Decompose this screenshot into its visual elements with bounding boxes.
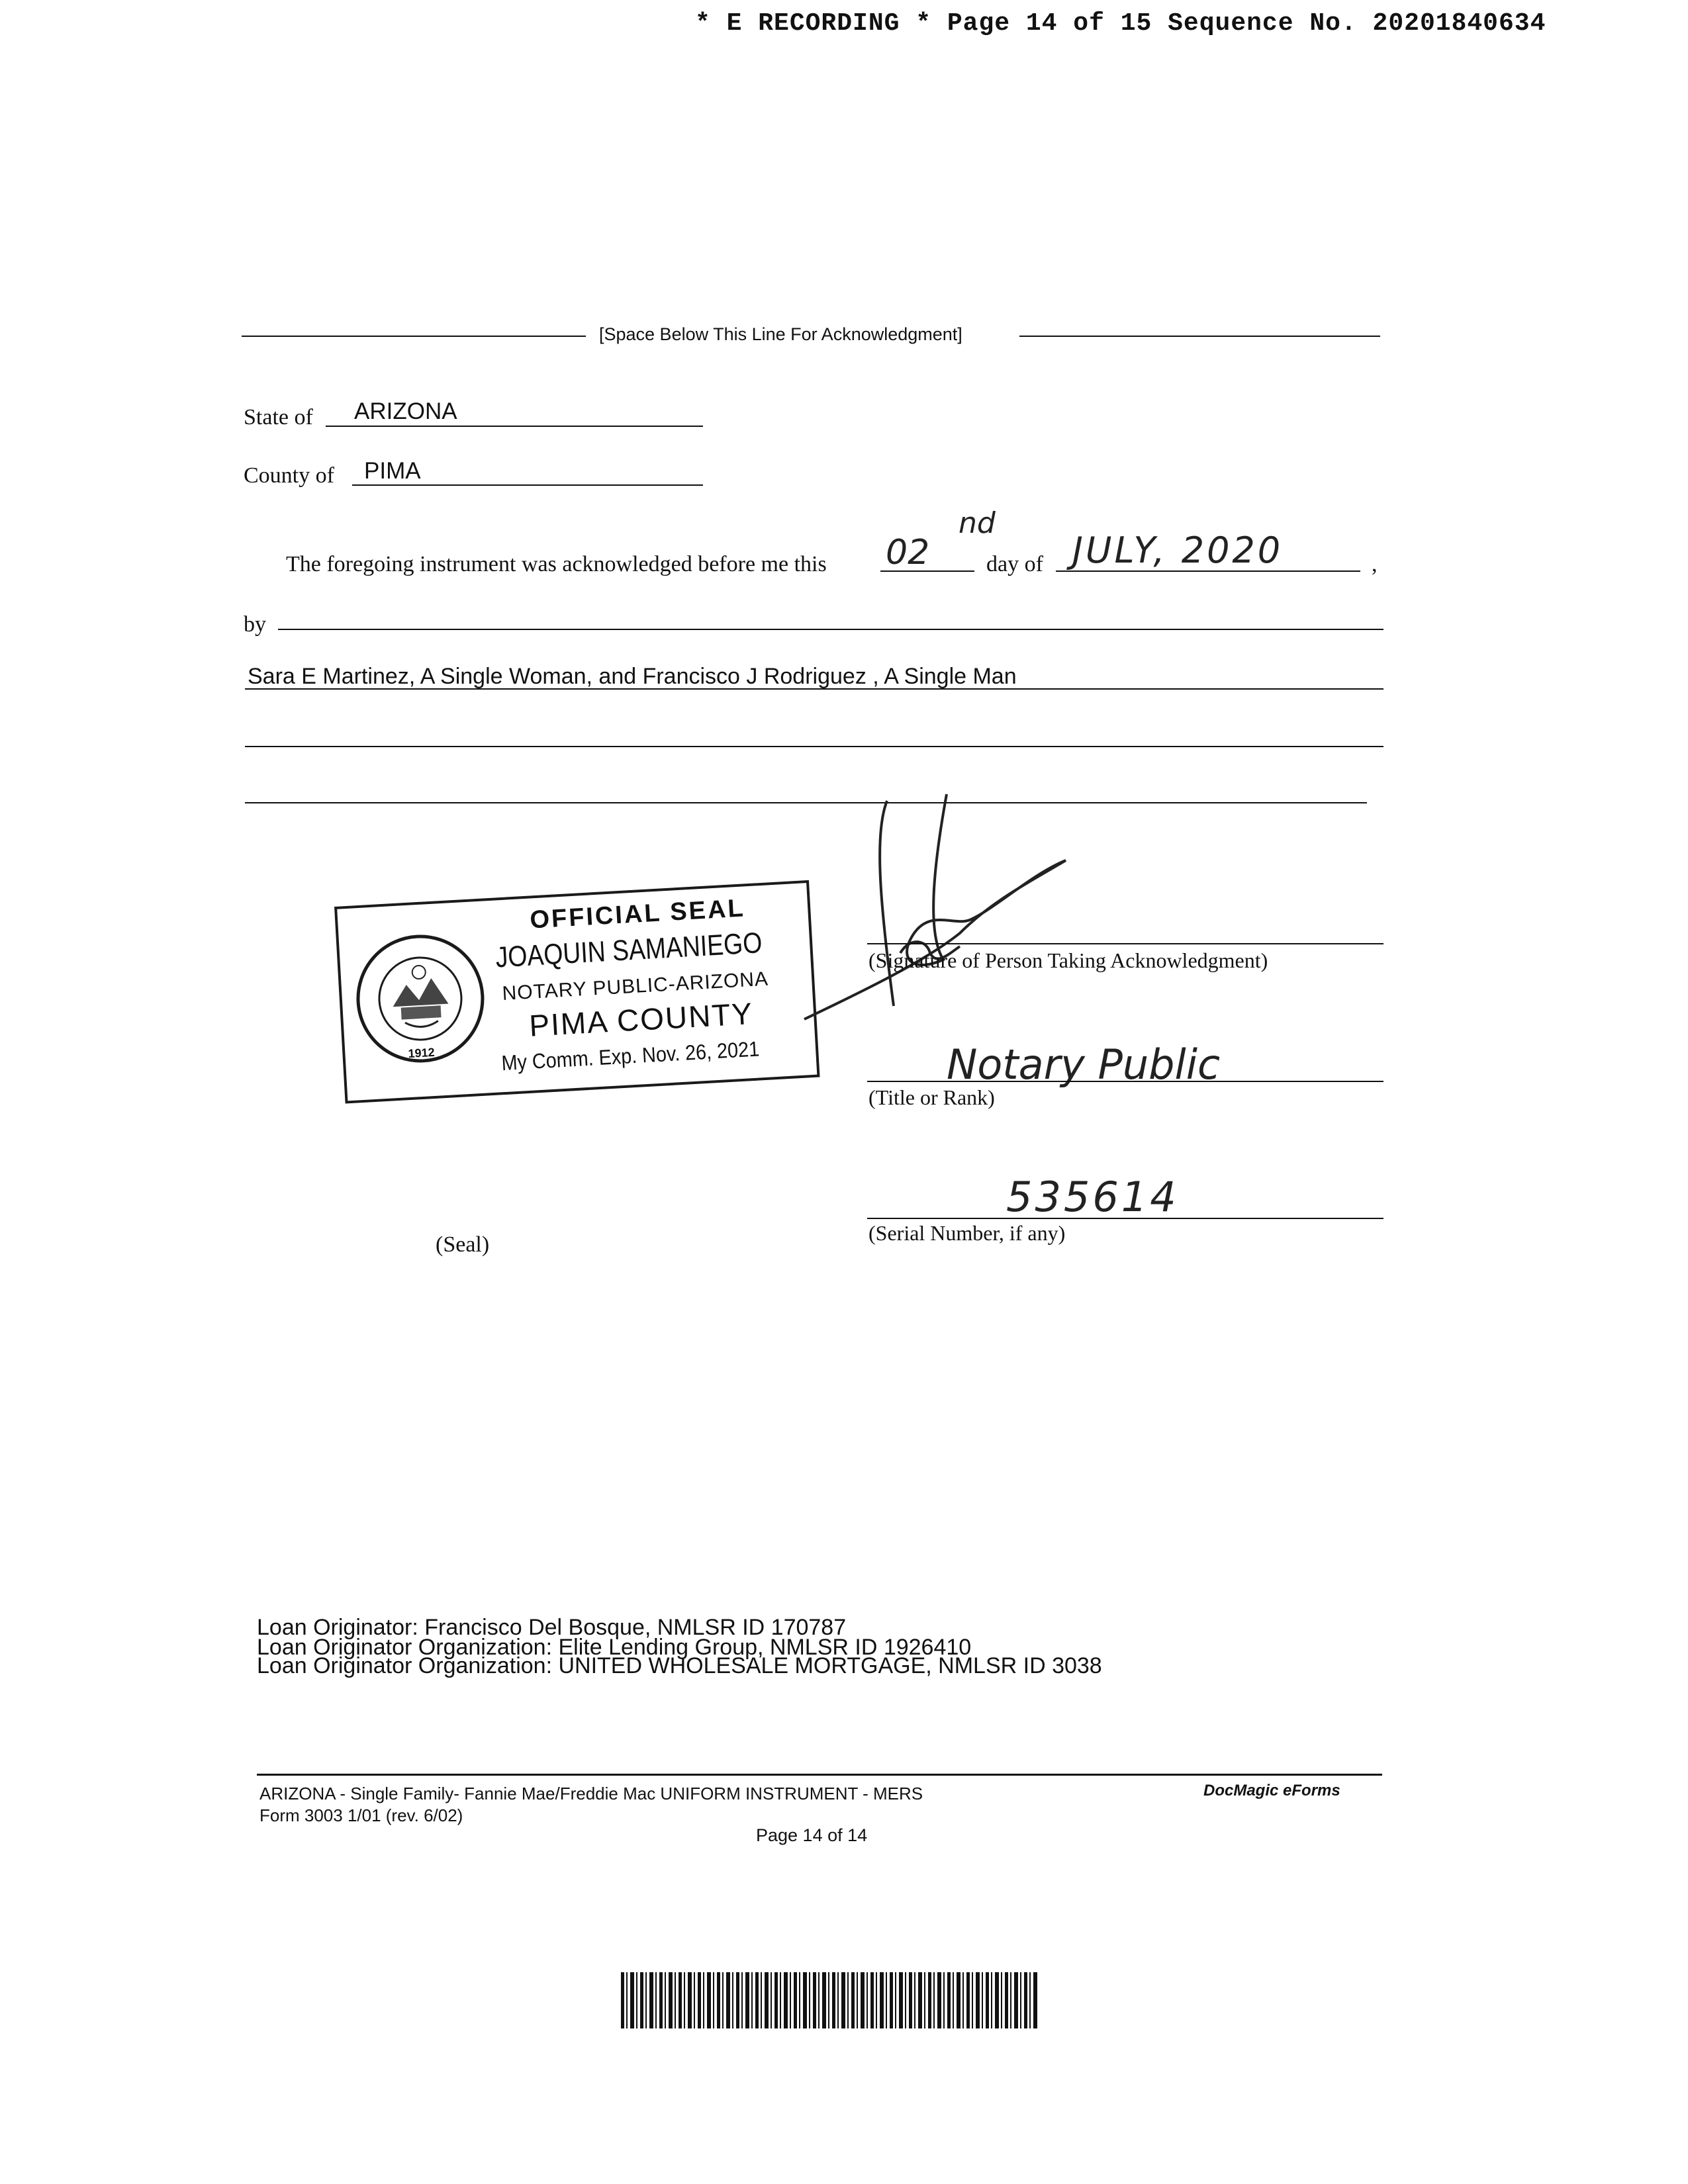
footer-rule xyxy=(257,1774,1382,1776)
parties-text: Sara E Martinez, A Single Woman, and Francisco J Rodriguez , A Single Man xyxy=(248,664,1017,689)
seal-caption: (Seal) xyxy=(436,1232,490,1257)
instrument-text: The foregoing instrument was acknowledged before me this xyxy=(286,552,827,576)
month-year-handwritten: JULY, 2020 xyxy=(1072,529,1284,571)
official-seal-stamp xyxy=(334,880,820,1104)
day-value-handwritten: 02 xyxy=(886,533,930,572)
day-underline xyxy=(880,570,974,572)
by-label: by xyxy=(244,612,266,637)
parties-underline xyxy=(245,688,1383,690)
title-line xyxy=(867,1081,1383,1082)
notary-signature xyxy=(794,788,1072,1066)
serial-line xyxy=(867,1218,1383,1219)
month-underline xyxy=(1056,570,1360,572)
serial-caption: (Serial Number, if any) xyxy=(868,1221,1066,1245)
trailing-comma: , xyxy=(1372,552,1378,576)
day-suffix-handwritten: nd xyxy=(959,506,996,540)
notary-name: JOAQUIN SAMANIEGO xyxy=(494,927,763,974)
barcode xyxy=(621,1972,1039,2028)
acknowledgment-divider-label: [Space Below This Line For Acknowledgment] xyxy=(599,324,962,344)
notary-title: NOTARY PUBLIC-ARIZONA xyxy=(501,968,769,1005)
recording-header: * E RECORDING * Page 14 of 15 Sequence No. 20201840634 xyxy=(695,9,1546,38)
county-underline xyxy=(352,484,703,486)
divider-line-left xyxy=(242,336,586,337)
state-label: State of xyxy=(244,405,313,430)
title-value-handwritten: Notary Public xyxy=(947,1040,1221,1089)
state-value: ARIZONA xyxy=(354,398,457,424)
county-value: PIMA xyxy=(364,458,421,484)
county-label: County of xyxy=(244,463,334,488)
loan-originator-line-2: Loan Originator Organization: Elite Lending Group, NMLSR ID 1926410 xyxy=(257,1635,972,1660)
notary-county: PIMA COUNTY xyxy=(528,995,755,1043)
form-number: Form 3003 1/01 (rev. 6/02) xyxy=(259,1805,463,1825)
serial-value-handwritten: 535614 xyxy=(1006,1173,1179,1221)
page-number: Page 14 of 14 xyxy=(756,1825,868,1845)
signature-caption: (Signature of Person Taking Acknowledgment) xyxy=(868,948,1268,972)
blank-line-1 xyxy=(245,746,1383,747)
title-caption: (Title or Rank) xyxy=(868,1085,995,1109)
docmagic-brand: DocMagic eForms xyxy=(1203,1782,1340,1799)
commission-expiration: My Comm. Exp. Nov. 26, 2021 xyxy=(500,1036,760,1075)
loan-originator-line-1: Loan Originator: Francisco Del Bosque, NMLSR ID 170787 xyxy=(257,1615,847,1640)
form-title: ARIZONA - Single Family- Fannie Mae/Freddie Mac UNIFORM INSTRUMENT - MERS xyxy=(259,1784,923,1803)
state-underline xyxy=(326,426,703,427)
loan-originator-line-3: Loan Originator Organization: UNITED WHOLESALE MORTGAGE, NMLSR ID 3038 xyxy=(257,1653,1102,1678)
signature-line xyxy=(867,943,1383,944)
seal-emblem-year: 1912 xyxy=(408,1045,436,1061)
divider-line-right xyxy=(1019,336,1380,337)
seal-heading: OFFICIAL SEAL xyxy=(529,894,746,934)
by-underline xyxy=(278,629,1383,630)
day-of-label: day of xyxy=(986,552,1043,576)
